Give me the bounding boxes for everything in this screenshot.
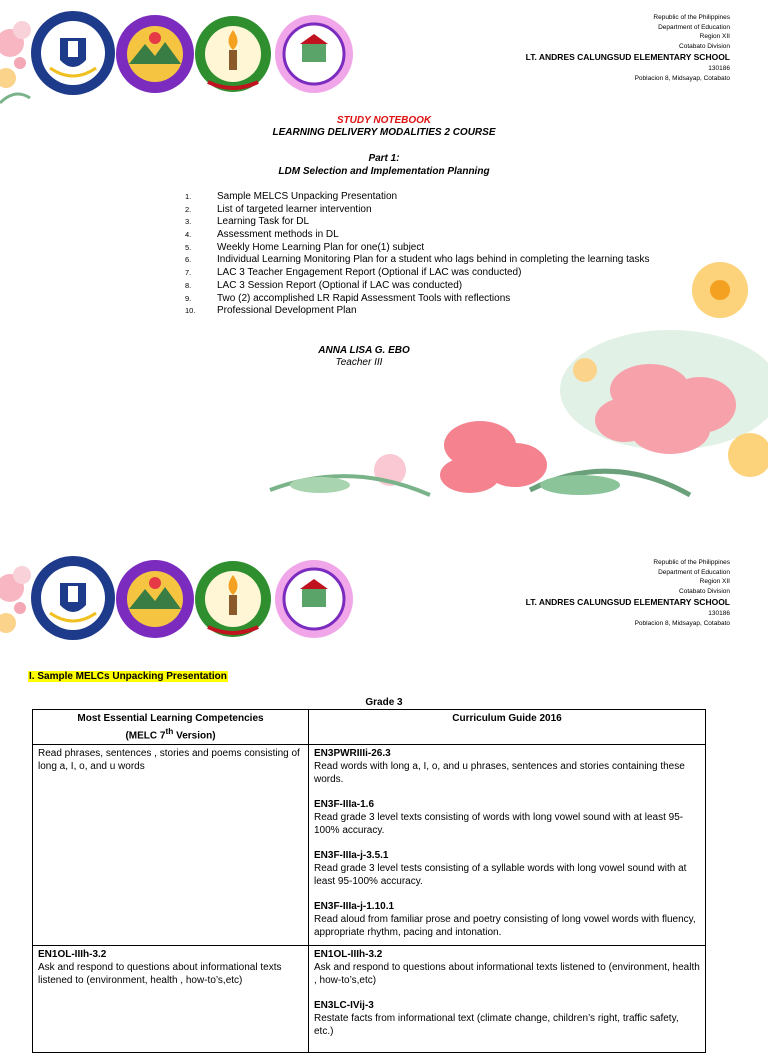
school-name: LT. ANDRES CALUNGSUD ELEMENTARY SCHOOL — [525, 597, 730, 608]
region-line: Region XII — [699, 578, 730, 586]
author-role: Teacher III — [335, 357, 383, 368]
list-item: 3. Learning Task for DL — [185, 216, 310, 228]
curriculum-cell — [309, 946, 706, 1053]
list-item: 5. Weekly Home Learning Plan for one(1) subject — [185, 241, 425, 253]
competency-entry: EN3F-IIIa-j-1.10.1 Read aloud from familiar prose and poetry consisting of long vowel words with fluency, appropriate rhythm, pacing and intonation. — [314, 901, 696, 939]
list-item: 8. LAC 3 Session Report (Optional if LAC was conducted) — [185, 279, 463, 291]
curriculum-cell — [309, 745, 706, 946]
melc-cell: EN1OL-IIIh-3.2 Ask and respond to questions about informational texts listened to (environment, health , how-to’s,etc) — [33, 946, 309, 1053]
course-title: LEARNING DELIVERY MODALITIES 2 COURSE — [272, 127, 496, 138]
school-seal — [274, 557, 354, 641]
deped-line: Department of Education — [658, 23, 730, 31]
melc-unpacking-page — [0, 545, 768, 1038]
republic-line: Republic of the Philippines — [653, 14, 730, 21]
study-notebook-cover-page — [0, 0, 768, 520]
competency-entry: EN3PWRIIIi-26.3 Read words with long a, I, o, and u phrases, sentences and stories containing these words. — [314, 748, 685, 786]
competency-entry: EN1OL-IIIh-3.2 Ask and respond to questions about informational texts listened to (environment, health , how-to’s,etc) — [314, 949, 700, 987]
deped-line: Department of Education — [658, 568, 730, 576]
division-seal — [194, 12, 272, 96]
school-name: LT. ANDRES CALUNGSUD ELEMENTARY SCHOOL — [525, 52, 730, 63]
list-item: 7. LAC 3 Teacher Engagement Report (Optional if LAC was conducted) — [185, 267, 522, 279]
requirements-list — [185, 191, 650, 318]
list-item: 6. Individual Learning Monitoring Plan for a student who lags behind in completing the learning tasks — [185, 254, 650, 266]
school-id: 130186 — [708, 610, 730, 618]
division-line: Cotabato Division — [679, 42, 730, 50]
list-item: 4. Assessment methods in DL — [185, 229, 339, 241]
competency-entry: EN3LC-IVij-3 Restate facts from informational text (climate change, children’s right, traffic safety, etc.) — [314, 1000, 679, 1038]
part-label: Part 1: — [368, 153, 400, 164]
grade-label: Grade 3 — [365, 697, 403, 708]
school-header — [526, 13, 730, 84]
school-seal — [274, 12, 354, 96]
table-header-row — [33, 710, 706, 745]
part-title: LDM Selection and Implementation Planning — [278, 166, 490, 177]
list-item: 9. Two (2) accomplished LR Rapid Assessment Tools with reflections — [185, 292, 511, 304]
table-row — [33, 745, 706, 946]
table-row — [33, 946, 706, 1053]
header-logos — [0, 553, 360, 653]
list-item: 2. List of targeted learner intervention — [185, 203, 372, 215]
division-line: Cotabato Division — [679, 587, 730, 595]
division-seal — [194, 557, 272, 641]
school-id: 130186 — [708, 65, 730, 73]
header-logos — [0, 8, 360, 108]
school-address: Poblacion 8, Midsayap, Cotabato — [634, 74, 730, 82]
republic-line: Republic of the Philippines — [653, 559, 730, 566]
author-name: ANNA LISA G. EBO — [318, 345, 410, 356]
school-address: Poblacion 8, Midsayap, Cotabato — [634, 619, 730, 627]
nurturing-seal — [115, 14, 195, 94]
section-title: I. Sample MELCs Unpacking Presentation — [29, 671, 227, 682]
curriculum-guide-column-header: Curriculum Guide 2016 — [309, 710, 706, 745]
competency-entry: EN3F-IIIa-j-3.5.1 Read grade 3 level tests consisting of a syllable words with long vowel sound with at least 95-100% accuracy. — [314, 850, 687, 888]
melc-column-header: Most Essential Learning Competencies (MELC 7th Version) — [33, 710, 309, 745]
melc-cell: Read phrases, sentences , stories and poems consisting of long a, I, o, and u words — [33, 745, 309, 946]
competency-entry: EN3F-IIIa-1.6 Read grade 3 level texts consisting of words with long vowel sound with at least 95-100% accuracy. — [314, 799, 684, 837]
deped-seal — [30, 10, 116, 96]
list-item: 10. Professional Development Plan — [185, 305, 357, 317]
melc-table — [32, 709, 706, 1053]
school-header — [526, 558, 730, 629]
nurturing-seal — [115, 559, 195, 639]
list-item: 1. Sample MELCS Unpacking Presentation — [185, 191, 398, 202]
notebook-title: STUDY NOTEBOOK — [336, 115, 432, 126]
region-line: Region XII — [699, 33, 730, 41]
deped-seal — [30, 555, 116, 641]
